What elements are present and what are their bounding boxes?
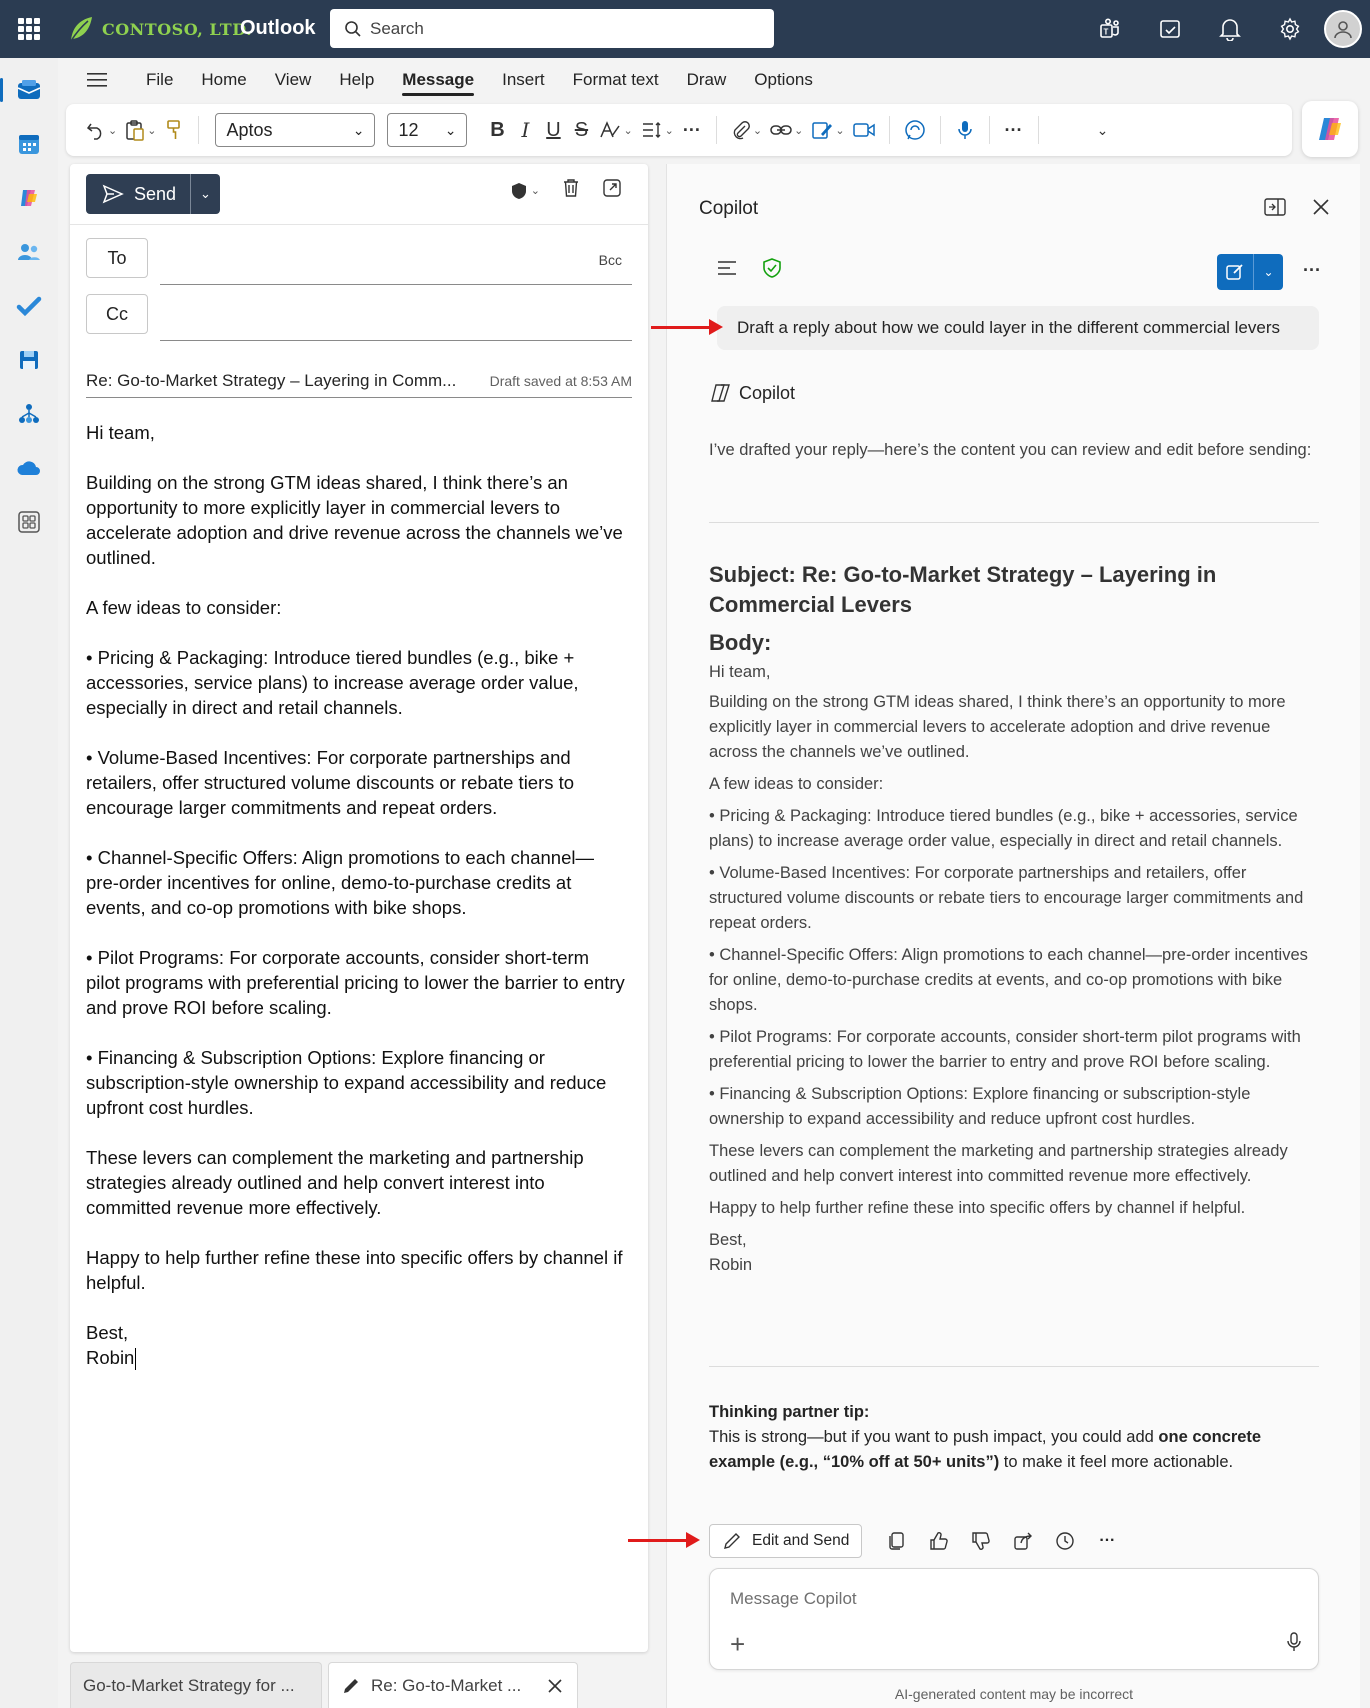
svg-text:T: T: [1103, 27, 1109, 37]
draft-saved-status: Draft saved at 8:53 AM: [489, 372, 632, 389]
leaf-logo-icon: [68, 15, 94, 43]
compose-pane: [70, 164, 648, 1652]
draft-paragraph: These levers can complement the marketing and partnership strategies already outlined and help convert interest into committed revenue more effectively.: [709, 1142, 1288, 1185]
app-rail: [0, 58, 58, 1708]
body-paragraph: • Volume-Based Incentives: For corporate partnerships and retailers, offer structured volume discounts or rebate tiers to encourage larger commitments and repeat orders.: [86, 747, 575, 818]
line-spacing-button[interactable]: [637, 110, 678, 150]
rail-mail[interactable]: [0, 66, 58, 114]
thumbs-up-icon: [929, 1531, 949, 1551]
italic-button[interactable]: [511, 110, 539, 150]
signature-pen-icon: [811, 120, 833, 140]
sensitivity-button[interactable]: [511, 182, 540, 200]
chat-history-menu-icon[interactable]: [717, 260, 737, 276]
user-avatar[interactable]: [1324, 10, 1362, 48]
person-icon: [1331, 17, 1355, 41]
chevron-down-icon: ⌄: [352, 121, 365, 138]
chevron-down-icon: ⌄: [623, 124, 633, 137]
protected-shield-icon[interactable]: [763, 258, 781, 278]
top-bar: [0, 0, 1370, 58]
more-formatting-button[interactable]: [678, 110, 706, 150]
apps-grid-icon: [17, 510, 41, 534]
tip-text-emphasis: one concrete example (e.g., “10% off at 50+ units”): [709, 1428, 1262, 1471]
strikethrough-icon: S: [574, 118, 589, 141]
tab-options[interactable]: Options: [754, 70, 813, 89]
copilot-logo-icon: [1315, 114, 1345, 144]
cc-field[interactable]: [160, 340, 632, 341]
draft-paragraph: • Pilot Programs: For corporate accounts, consider short-term pilot programs with preferential pricing to lower the barrier to entry and prove ROI before scaling.: [709, 1028, 1301, 1071]
voice-input-button[interactable]: [1286, 1631, 1302, 1658]
teams-icon[interactable]: [1080, 0, 1140, 58]
bold-icon: B: [490, 118, 505, 141]
to-button[interactable]: To: [86, 238, 148, 278]
body-paragraph: Hi team,: [86, 422, 155, 443]
copilot-author-name: Copilot: [739, 382, 796, 403]
message-copilot-placeholder: Message Copilot: [730, 1589, 857, 1608]
body-paragraph: A few ideas to consider:: [86, 597, 282, 618]
pop-out-icon: [602, 178, 622, 198]
share-button[interactable]: [1008, 1524, 1038, 1558]
shield-icon: [511, 182, 527, 200]
body-signature: Robin: [86, 1347, 135, 1368]
my-day-icon[interactable]: [1140, 0, 1200, 58]
chevron-down-icon: ⌄: [1096, 121, 1109, 138]
calendar-icon: [17, 132, 41, 156]
bottom-tab-draft[interactable]: [328, 1662, 578, 1708]
bold-button[interactable]: [483, 110, 511, 150]
chevron-down-icon: ⌄: [530, 185, 540, 197]
strikethrough-button[interactable]: [567, 110, 595, 150]
discard-button[interactable]: [562, 178, 580, 203]
attach-file-button[interactable]: [727, 110, 766, 150]
video-camera-icon: [853, 121, 875, 139]
onedrive-cloud-icon: [16, 458, 42, 478]
message-copilot-input[interactable]: [709, 1568, 1319, 1670]
tab-message[interactable]: Message: [388, 58, 488, 102]
body-paragraph: • Financing & Subscription Options: Explore financing or subscription-style ownership to expand accessibility and reduce upfront cost hurdles.: [86, 1047, 607, 1118]
tab-view[interactable]: View: [274, 70, 312, 89]
brand-name: CONTOSO, LTD.: [102, 19, 253, 39]
undo-button[interactable]: [82, 110, 121, 150]
font-size-select[interactable]: [387, 113, 467, 147]
app-name[interactable]: Outlook: [240, 17, 316, 39]
thinking-partner-tip: [709, 1400, 1319, 1475]
history-button[interactable]: [1050, 1524, 1080, 1558]
add-attachment-plus-icon[interactable]: +: [730, 1629, 746, 1659]
send-button-group: [86, 174, 220, 214]
toolbar-divider: [940, 116, 941, 144]
toolbar-divider: [198, 116, 199, 144]
share-icon: [1013, 1531, 1033, 1551]
rail-more-apps[interactable]: [0, 498, 58, 546]
todo-check-icon: [16, 294, 42, 318]
body-paragraph: Building on the strong GTM ideas shared, I think there’s an opportunity to more explicitly layer in commercial levers to accelerate adoption and drive revenue across the channels we’ve outlined.: [86, 472, 623, 568]
line-spacing-icon: [641, 120, 663, 140]
copy-button[interactable]: [882, 1524, 912, 1558]
chevron-down-icon: ⌄: [147, 124, 157, 137]
body-paragraph: • Pilot Programs: For corporate accounts, consider short-term pilot programs with preferential pricing to lower the barrier to entry and prove ROI before scaling.: [86, 947, 625, 1018]
like-button[interactable]: [924, 1524, 954, 1558]
close-icon[interactable]: [1312, 198, 1330, 216]
search-box[interactable]: [330, 9, 774, 48]
text-caret: [135, 1348, 136, 1370]
header-divider: [70, 224, 648, 225]
close-icon[interactable]: [547, 1678, 563, 1694]
rail-todo[interactable]: [0, 282, 58, 330]
text-style-icon: [599, 120, 621, 140]
pencil-icon: [341, 1676, 361, 1696]
insert-link-button[interactable]: [766, 110, 807, 150]
new-chat-button[interactable]: [1217, 254, 1253, 290]
tip-body: [709, 1425, 1319, 1475]
rail-files[interactable]: [0, 336, 58, 384]
font-family-value: Aptos: [226, 119, 273, 140]
subject-field[interactable]: [86, 364, 632, 398]
dictate-button[interactable]: [951, 110, 979, 150]
body-paragraph: These levers can complement the marketing and partnership strategies already outlined and help convert interest into committed revenue more effectively.: [86, 1147, 584, 1218]
copilot-toggle-button[interactable]: [1302, 101, 1358, 157]
copilot-outline-icon: [709, 382, 733, 404]
send-button[interactable]: [86, 174, 190, 214]
signature-button[interactable]: [807, 110, 848, 150]
user-prompt-text: Draft a reply about how we could layer in the different commercial levers: [737, 318, 1280, 337]
copilot-color-icon: [17, 186, 41, 210]
loop-button[interactable]: [900, 110, 930, 150]
send-label: Send: [134, 183, 177, 204]
draft-subject-heading: Subject: Re: Go-to-Market Strategy – Layering in Commercial Levers: [709, 562, 1217, 617]
annotation-arrow-edit-send: [628, 1539, 696, 1542]
chevron-down-icon: ⌄: [752, 124, 763, 137]
rail-copilot[interactable]: [0, 174, 58, 222]
draft-greeting: Hi team,: [709, 663, 771, 681]
ellipsis-icon: ···: [682, 119, 701, 140]
toolbar-divider: [1038, 116, 1039, 144]
subject-text: Re: Go-to-Market Strategy – Layering in Comm...: [86, 370, 457, 390]
new-chat-options-dropdown[interactable]: [1253, 254, 1283, 290]
underline-icon: U: [546, 118, 561, 141]
copy-icon: [888, 1531, 906, 1551]
rail-onedrive[interactable]: [0, 444, 58, 492]
edit-and-send-label: Edit and Send: [752, 1532, 850, 1549]
settings-gear-icon[interactable]: [1260, 0, 1320, 58]
chevron-down-icon: ⌄: [200, 186, 211, 201]
tip-divider: [709, 1366, 1319, 1367]
draft-signoff: Best,: [709, 1231, 747, 1249]
undo-icon: [86, 120, 106, 140]
tab-draw[interactable]: Draw: [686, 70, 727, 89]
tab-help[interactable]: Help: [339, 70, 375, 89]
chevron-down-icon: ⌄: [664, 124, 674, 137]
annotation-arrow-prompt: [651, 326, 719, 329]
send-options-dropdown[interactable]: [190, 174, 220, 214]
chat-bubble-icon: [904, 119, 926, 141]
paperclip-icon: [731, 120, 751, 140]
to-field[interactable]: [160, 284, 632, 285]
rail-calendar[interactable]: [0, 120, 58, 168]
new-chat-button-group: [1217, 254, 1283, 290]
dock-panel-icon[interactable]: [1264, 198, 1286, 216]
draft-body-heading: Body:: [709, 630, 772, 655]
formatting-toolbar: [66, 104, 1292, 156]
rail-active-indicator: [0, 78, 3, 102]
thumbs-down-icon: [971, 1531, 991, 1551]
pencil-icon: [722, 1531, 742, 1551]
draft-paragraph: Building on the strong GTM ideas shared, I think there’s an opportunity to more explicitly layer in commercial levers to accelerate adoption and drive revenue across the channels we’ve outlined.: [709, 693, 1286, 761]
underline-button[interactable]: [539, 110, 567, 150]
chevron-down-icon: ⌄: [794, 124, 804, 137]
chevron-down-icon: ⌄: [444, 121, 457, 138]
tab-format-text[interactable]: Format text: [572, 70, 659, 89]
copilot-more-button[interactable]: [1303, 260, 1321, 281]
tip-title: Thinking partner tip:: [709, 1403, 870, 1421]
copilot-response-author: [709, 382, 795, 404]
tip-text-start: This is strong—but if you want to push impact, you could add: [709, 1428, 1159, 1446]
format-painter-button[interactable]: [160, 110, 188, 150]
microphone-icon: [956, 119, 974, 141]
tab-home[interactable]: Home: [201, 70, 247, 89]
toolbar-divider: [716, 116, 717, 144]
copilot-intro: I’ve drafted your reply—here’s the content you can review and edit before sending:: [709, 441, 1312, 459]
tip-text-end: to make it feel more actionable.: [999, 1453, 1234, 1471]
teams-meeting-button[interactable]: [849, 110, 879, 150]
chevron-down-icon: ⌄: [1263, 265, 1274, 279]
draft-paragraph: • Volume-Based Incentives: For corporate partnerships and retailers, offer structured volume discounts or rebate tiers to encourage larger commitments and repeat orders.: [709, 864, 1304, 932]
app-launcher-icon[interactable]: [18, 18, 40, 40]
text-styles-button[interactable]: [595, 110, 636, 150]
ellipsis-icon: ···: [1303, 260, 1321, 280]
org-chart-icon: [17, 402, 41, 426]
draft-paragraph: • Pricing & Packaging: Introduce tiered bundles (e.g., bike + accessories, service plans) to increase average order value, especially in direct and retail channels.: [709, 807, 1298, 850]
chevron-down-icon: ⌄: [108, 124, 118, 137]
bcc-link[interactable]: Bcc: [598, 252, 622, 268]
draft-paragraph: Happy to help further refine these into specific offers by channel if helpful.: [709, 1199, 1246, 1217]
bottom-tab-label: Go-to-Market Strategy for ...: [83, 1675, 295, 1695]
compose-new-icon: [1226, 263, 1244, 281]
chevron-down-icon: ⌄: [835, 124, 845, 137]
draft-paragraph: • Financing & Subscription Options: Explore financing or subscription-style ownership to expand accessibility and reduce upfront cost hurdles.: [709, 1085, 1251, 1128]
bottom-tab-original-message[interactable]: [70, 1662, 322, 1708]
copilot-pane-title: Copilot: [699, 198, 759, 219]
rail-org[interactable]: [0, 390, 58, 438]
ellipsis-icon: ···: [1004, 119, 1023, 140]
clipboard-icon: [125, 119, 145, 141]
cc-button[interactable]: Cc: [86, 294, 148, 334]
draft-signature: Robin: [709, 1256, 753, 1274]
trash-icon: [562, 178, 580, 198]
brand-logo: [68, 14, 252, 44]
tab-insert[interactable]: Insert: [502, 70, 545, 89]
paintbrush-icon: [165, 119, 183, 141]
toolbar-divider: [889, 116, 890, 144]
ellipsis-icon: ···: [1099, 1532, 1116, 1549]
font-size-value: 12: [398, 119, 419, 140]
more-options-button[interactable]: [1000, 110, 1028, 150]
response-actions: [709, 1524, 1122, 1558]
link-icon: [770, 122, 792, 138]
rail-people[interactable]: [0, 228, 58, 276]
ribbon-tabs: [58, 58, 1370, 102]
dislike-button[interactable]: [966, 1524, 996, 1558]
body-paragraph: • Channel-Specific Offers: Align promotions to each channel—pre-order incentives for online, demo-to-purchase credits at events, and co-op promotions with bike shops.: [86, 847, 594, 918]
expand-ribbon-button[interactable]: [1089, 110, 1117, 150]
body-signature-line: [86, 1345, 626, 1370]
notifications-bell-icon[interactable]: [1200, 0, 1260, 58]
draft-body: [709, 660, 1319, 1278]
body-paragraph: • Pricing & Packaging: Introduce tiered bundles (e.g., bike + accessories, service plans) to increase average order value, especially in direct and retail channels.: [86, 647, 579, 718]
microphone-icon: [1286, 1631, 1302, 1653]
draft-paragraph: A few ideas to consider:: [709, 775, 884, 793]
ai-disclaimer: AI-generated content may be incorrect: [894, 1686, 1134, 1702]
search-placeholder: Search: [370, 18, 424, 38]
mail-icon: [16, 78, 42, 102]
people-icon: [16, 240, 42, 264]
bottom-tab-label: Re: Go-to-Market ...: [371, 1675, 522, 1695]
save-disk-icon: [17, 348, 41, 372]
search-icon: [344, 20, 362, 38]
italic-icon: I: [521, 118, 530, 142]
font-family-select[interactable]: [215, 113, 375, 147]
draft-paragraph: • Channel-Specific Offers: Align promotions to each channel—pre-order incentives for online, demo-to-purchase credits at events, and co-op promotions with bike shops.: [709, 946, 1308, 1014]
pop-out-button[interactable]: [602, 178, 622, 203]
clock-icon: [1055, 1531, 1075, 1551]
edit-and-send-button[interactable]: [709, 1524, 862, 1558]
message-body-editor[interactable]: [86, 420, 626, 1370]
paste-button[interactable]: [121, 110, 160, 150]
user-prompt-bubble: [717, 306, 1319, 350]
body-signoff: Best,: [86, 1322, 129, 1343]
copilot-pane: [666, 164, 1360, 1708]
tab-file[interactable]: File: [146, 70, 174, 89]
toolbar-divider: [989, 116, 990, 144]
response-more-button[interactable]: [1092, 1524, 1122, 1558]
hamburger-menu-icon[interactable]: [78, 58, 116, 102]
response-divider: [709, 522, 1319, 523]
send-plane-icon: [102, 184, 124, 204]
body-paragraph: Happy to help further refine these into specific offers by channel if helpful.: [86, 1247, 623, 1293]
